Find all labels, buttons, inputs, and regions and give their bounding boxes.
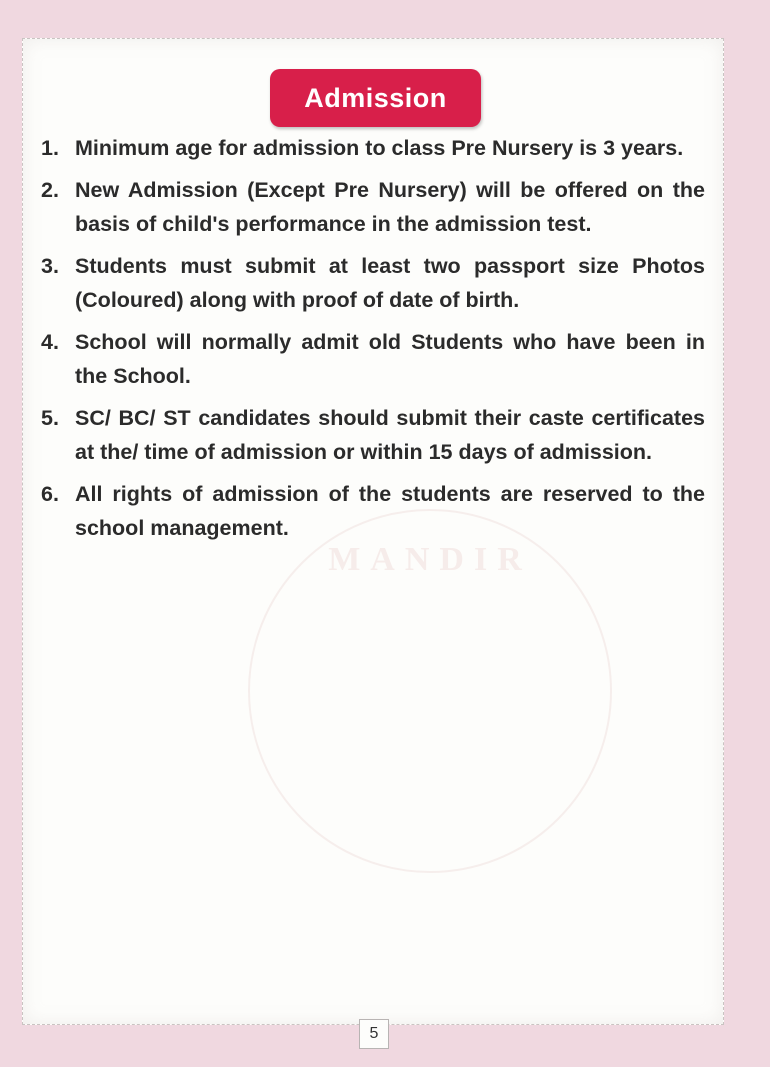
list-item <box>41 249 705 317</box>
rule-text: All rights of admission of the students are reserved to the school management. <box>75 482 705 540</box>
list-item <box>41 131 705 165</box>
watermark-seal-lettering: MANDIR <box>328 541 532 578</box>
admission-rules-list <box>41 131 705 553</box>
page-frame <box>22 38 724 1042</box>
rule-text: School will normally admit old Students who have been in the School. <box>75 330 705 388</box>
rule-number: 3. <box>41 254 59 278</box>
rule-number: 6. <box>41 482 59 506</box>
rule-number: 2. <box>41 178 59 202</box>
page-title: Admission <box>270 69 481 127</box>
list-item <box>41 173 705 241</box>
rule-number: 1. <box>41 136 59 160</box>
list-item <box>41 325 705 393</box>
list-item <box>41 477 705 545</box>
list-item <box>41 401 705 469</box>
rule-text: SC/ BC/ ST candidates should submit their caste certificates at the/ time of admission or within 15 days of admission. <box>75 406 705 464</box>
rule-number: 4. <box>41 330 59 354</box>
rule-number: 5. <box>41 406 59 430</box>
watermark-seal <box>248 509 612 873</box>
page-number: 5 <box>359 1019 389 1049</box>
rule-text: Students must submit at least two passport size Photos (Coloured) along with proof of date of birth. <box>75 254 705 312</box>
rule-text: Minimum age for admission to class Pre Nursery is 3 years. <box>75 136 684 160</box>
rule-text: New Admission (Except Pre Nursery) will be offered on the basis of child's performance in the admission test. <box>75 178 705 236</box>
